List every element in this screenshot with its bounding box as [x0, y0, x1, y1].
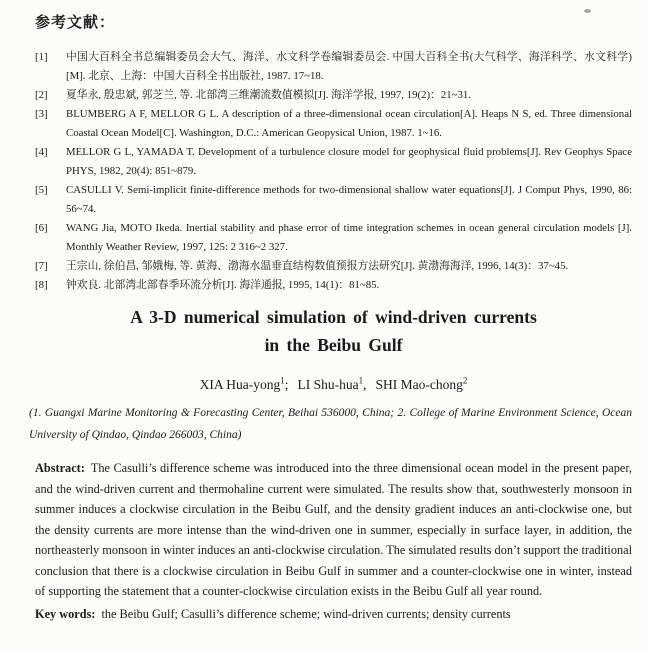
- reference-number: [8]: [35, 279, 48, 291]
- reference-number: [4]: [35, 146, 48, 158]
- abstract-text: The Casulli’s difference scheme was introduced into the three dimensional ocean model in the present paper, and the wind-driven current and thermohaline current were simulated. The results show that, southwesterly monsoon in summer induces a clockwise circulation in the Beibu Gulf, and the density gradient induces an anti-clockwise one, but the density currents are more intense than the wind-driven one in summer, especially in surface layer, in addition, the northeasterly monsoon in winter induces an anti-clockwise circulation. The simulated results don’t support the traditional conclusion that there is a clockwise circulation in Beibu Gulf in summer and a counter-clockwise one in winter, instead of supporting the statement that a counter-clockwise circulation exists in the Beibu Gulf all year round.: [35, 461, 632, 598]
- author: [200, 377, 298, 392]
- scan-speckle: [584, 9, 591, 13]
- reference-item: [35, 86, 632, 105]
- reference-text: BLUMBERG A F, MELLOR G L. A description of a three-dimensional ocean circulation[A]. Heaps N S, ed. Three dimensional Coastal Ocean Model[C]. Washington, D.C.: American Geopysical Union, 1987. 1~16.: [66, 108, 632, 139]
- reference-number: [5]: [35, 184, 48, 196]
- keywords-label: Key words:: [35, 606, 96, 621]
- keywords-text: the Beibu Gulf; Casulli’s difference scheme; wind-driven currents; density currents: [101, 606, 511, 621]
- author: [376, 377, 468, 392]
- author-separator: ,: [363, 377, 367, 392]
- affiliation: (1. Guangxi Marine Monitoring & Forecasting Center, Beihai 536000, China; 2. College of Marine Environment Science, Ocean University of Qindao, Qindao 266003, China): [29, 407, 632, 441]
- reference-item: [35, 257, 632, 276]
- reference-number: [1]: [35, 51, 48, 63]
- author-name: XIA Hua-yong: [199, 377, 281, 392]
- reference-number: [6]: [35, 222, 48, 234]
- reference-item: [35, 181, 632, 219]
- reference-text: 夏华永, 殷忠斌, 郭芝兰, 等. 北部湾三维潮流数值模拟[J]. 海洋学报, 1997, 19(2)：21~31.: [66, 89, 472, 101]
- reference-text: 钟欢良. 北部湾北部春季环流分析[J]. 海洋通报, 1995, 14(1)：81~85.: [66, 279, 380, 291]
- paper-title: [35, 303, 632, 359]
- reference-text: 王宗山, 徐伯昌, 邹娥梅, 等. 黄海、渤海水温垂直结构数值预报方法研究[J]. 黄渤海海洋, 1996, 14(3)：37~45.: [66, 260, 569, 272]
- reference-number: [3]: [35, 108, 48, 120]
- references-heading: 参考文献：: [35, 15, 116, 31]
- reference-item: [35, 143, 632, 181]
- authors-line: [35, 375, 632, 395]
- abstract-paragraph: [35, 458, 632, 602]
- reference-text: WANG Jia, MOTO Ikeda. Inertial stability and phase error of time integration schemes in ocean general circulation models [J]. Monthly Weather Review, 1997, 125: 2 316~2 327.: [66, 222, 632, 253]
- author-name: SHI Mao-chong: [375, 377, 463, 392]
- reference-item: [35, 219, 632, 257]
- reference-item: [35, 48, 632, 86]
- references-list: [35, 48, 632, 295]
- author-name: LI Shu-hua: [297, 377, 359, 392]
- reference-item: [35, 276, 632, 295]
- reference-number: [7]: [35, 260, 48, 272]
- keywords-line: [35, 604, 632, 625]
- author: [298, 377, 376, 392]
- abstract-label: Abstract:: [35, 461, 85, 475]
- author-affiliation-superscript: 2: [462, 375, 468, 386]
- author-separator: ;: [284, 377, 289, 392]
- reference-text: CASULLI V. Semi-implicit finite-difference methods for two-dimensional shallow water equations[J]. J Comput Phys, 1990, 86: 56~74.: [66, 184, 632, 215]
- author-affiliation-superscript: 1: [280, 375, 285, 386]
- reference-text: MELLOR G L, YAMADA T. Development of a turbulence closure model for geophysical fluid problems[J]. Rev Geophys Space PHYS, 1982, 20(4): 851~879.: [66, 146, 632, 177]
- paper-title-line1: A 3-D numerical simulation of wind-driven currents: [130, 307, 537, 327]
- reference-number: [2]: [35, 89, 48, 101]
- reference-text: 中国大百科全书总编辑委员会大气、海洋、水文科学卷编辑委员会. 中国大百科全书(大气科学、海洋科学、水文科学)[M]. 北京、上海：中国大百科全书出版社, 1987. 17~18.: [66, 51, 632, 82]
- author-affiliation-superscript: 1: [358, 375, 364, 386]
- reference-item: [35, 105, 632, 143]
- paper-title-line2: in the Beibu Gulf: [264, 335, 403, 355]
